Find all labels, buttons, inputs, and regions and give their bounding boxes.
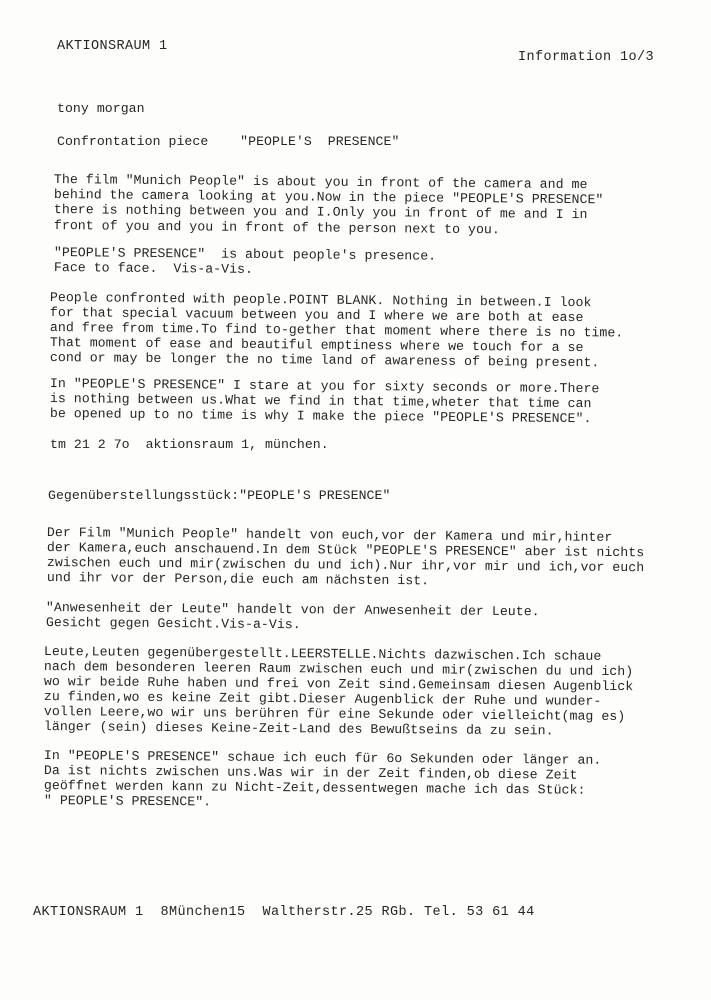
german-p2-line: "Anwesenheit der Leute" handelt von der Anwesenheit der Leute.: [45, 600, 540, 620]
german-p3-line: nach dem besonderen leeren Raum zwischen euch und mir(zwischen du und ich): [43, 659, 634, 680]
german-p4-line: Da ist nichts zwischen uns.Was wir in der Zeit finden,ob diese Zeit: [43, 763, 578, 783]
english-p2-line: Face to face. Vis-a-Vis.: [53, 260, 254, 277]
english-p4-line: be opened up to no time is why I make the piece "PEOPLE'S PRESENCE".: [49, 406, 592, 427]
english-p3-line: That moment of ease and beautiful emptiness where we touch for a se: [49, 335, 584, 356]
english-p1-line: front of you and you in front of the person next to you.: [53, 218, 500, 238]
german-p3-line: zu finden,wo es keine Zeit gibt.Dieser Augenblick der Ruhe und wunder-: [43, 689, 602, 709]
german-p4-line: geöffnet werden kann zu Nicht-Zeit,dessentwegen mache ich das Stück:: [43, 778, 586, 798]
german-p3-line: vollen Leere,wo wir uns berühren für eine Sekunde oder vielleicht(mag es): [43, 704, 626, 725]
information-number: Information 1o/3: [518, 50, 655, 65]
german-p3-line: wo wir beide Ruhe haben und frei von Zeit sind.Gemeinsam diesen Augenblick: [43, 674, 634, 695]
german-p1-line: zwischen euch und mir(zwischen du und ich).Nur ihr,vor mir und ich,vor euch: [46, 555, 645, 576]
german-p4-line: " PEOPLE'S PRESENCE".: [43, 793, 212, 810]
letterhead-title: AKTIONSRAUM 1: [57, 39, 168, 54]
english-p1-line: The film "Munich People" is about you in front of the camera and me: [53, 172, 588, 193]
english-p1-line: there is nothing between you and I.Only you in front of me and I in: [53, 202, 588, 223]
german-p3-line: Leute,Leuten gegenübergestellt.LEERSTELLE.Nichts dazwischen.Ich schaue: [43, 644, 602, 664]
english-p4-line: is nothing between us.What we find in that time,wheter that time can: [49, 391, 592, 412]
german-p1-line: Der Film "Munich People" handelt von euch,vor der Kamera und mir,hinter: [46, 525, 613, 545]
english-p3-line: and free from time.To find to-gether that moment where there is no time.: [49, 320, 624, 341]
german-heading: Gegenüberstellungsstück:"PEOPLE'S PRESENCE": [48, 488, 391, 503]
footer-address: AKTIONSRAUM 1 8München15 Waltherstr.25 RGb. Tel. 53 61 44: [33, 905, 535, 920]
author-name: tony morgan: [57, 101, 145, 116]
german-p1-line: und ihr vor der Person,die euch am nächsten ist.: [46, 570, 430, 589]
english-p4-line: In "PEOPLE'S PRESENCE" I stare at you for sixty seconds or more.There: [49, 376, 600, 397]
english-signature: tm 21 2 7o aktionsraum 1, münchen.: [50, 437, 329, 452]
german-p3-line: länger (sein) dieses Keine-Zeit-Land des Bewußtseins da zu sein.: [43, 719, 554, 739]
english-p3-line: cond or may be longer the no time land of awareness of being present.: [49, 350, 600, 371]
english-p1-line: behind the camera looking at you.Now in the piece "PEOPLE'S PRESENCE": [53, 187, 604, 208]
english-p3-line: for that special vacuum between you and I where we are both at ease: [49, 305, 584, 326]
german-p1-line: der Kamera,euch anschauend.In dem Stück "PEOPLE'S PRESENCE" aber ist nichts: [46, 540, 645, 561]
english-heading: Confrontation piece "PEOPLE'S PRESENCE": [57, 134, 400, 149]
german-p4-line: In "PEOPLE'S PRESENCE" schaue ich euch für 6o Sekunden oder länger an.: [43, 748, 602, 768]
english-p2-line: "PEOPLE'S PRESENCE" is about people's presence.: [53, 245, 437, 264]
german-p2-line: Gesicht gegen Gesicht.Vis-a-Vis.: [45, 615, 301, 633]
english-p3-line: People confronted with people.POINT BLANK. Nothing in between.I look: [49, 290, 592, 311]
